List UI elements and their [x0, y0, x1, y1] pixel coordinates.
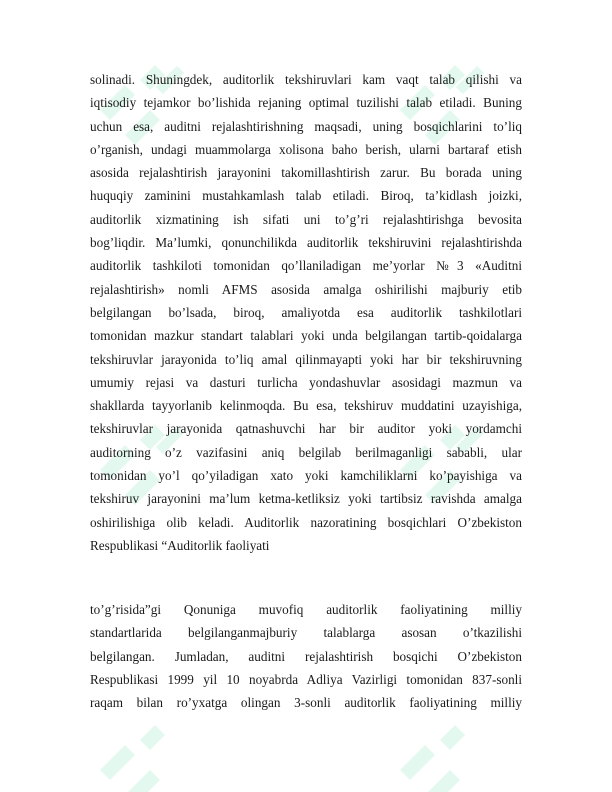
- text-line: auditorlik tashkiloti tomonidan qo’llaniladigan me’yorlar №3 «Auditni: [90, 258, 522, 274]
- text-line: huquqiy zaminini mustahkamlash talab etiladi. Biroq, ta’kidlash joizki,: [90, 188, 522, 204]
- text-line: iqtisodiy tejamkor bo’lishida rejaning optimal tuzilishi talab etiladi. Buning: [90, 95, 522, 111]
- text-line: standartlarida belgilanganmajburiy talablarga asosan o’tkazilishi: [90, 625, 522, 641]
- text-line: umumiy rejasi va dasturi turlicha yondashuvlar asosidagi mazmun va: [90, 374, 522, 390]
- text-line: o’rganish, undagi muammolarga xolisona baho berish, ularni bartaraf etish: [90, 141, 522, 157]
- paragraph-1: [90, 68, 522, 557]
- text-line: tekshiruv jarayonini ma’lum ketma-ketliksiz yoki tartibsiz ravishda amalga: [90, 491, 522, 507]
- text-line: to’g’risida”gi Qonuniga muvofiq auditorlik faoliyatining milliy: [90, 602, 522, 617]
- paragraph-2: [90, 598, 522, 714]
- text-line: tekshiruvlar jarayonida to’liq amal qilinmayapti yoki har bir tekshiruvning: [90, 351, 522, 367]
- text-line: tomonidan yo’l qo’yiladigan xato yoki kamchiliklarni ko’payishiga va: [90, 468, 522, 484]
- text-line: belgilangan. Jumladan, auditni rejalashtirish bosqichi O’zbekiston: [90, 648, 522, 664]
- text-line: shakllarda tayyorlanib kelinmoqda. Bu esa, tekshiruv muddatini uzayishiga,: [90, 398, 522, 414]
- text-line: auditorlik xizmatining ish sifati uni to’g’ri rejalashtirishga bevosita: [90, 211, 522, 227]
- text-line: bog’liqdir. Ma’lumki, qonunchilikda auditorlik tekshiruvini rejalashtirishda: [90, 235, 522, 251]
- text-line: rejalashtirish» nomli AFMS asosida amalga oshirilishi majburiy etib: [90, 281, 522, 297]
- text-line: asosida rejalashtirish jarayonini takomillashtirish zarur. Bu borada uning: [90, 165, 522, 181]
- text-line: tomonidan mazkur standart talablari yoki unda belgilangan tartib-qoidalarga: [90, 328, 522, 344]
- text-line: raqam bilan ro’yxatga olingan 3-sonli auditorlik faoliyatining milliy: [90, 695, 522, 711]
- text-line: uchun esa, auditni rejalashtirishning maqsadi, uning bosqichlarini to’liq: [90, 118, 522, 134]
- text-line: auditorning o’z vazifasini aniq belgilab berilmaganligi sababli, ular: [90, 444, 522, 460]
- text-line: belgilangan bo’lsada, biroq, amaliyotda esa auditorlik tashkilotlari: [90, 304, 522, 320]
- text-line: solinadi. Shuningdek, auditorlik tekshiruvlari kam vaqt talab qilishi va: [90, 72, 522, 87]
- text-line: oshirilishiga olib keladi. Auditorlik nazoratining bosqichlari O’zbekiston: [90, 514, 522, 530]
- text-line: Respublikasi “Auditorlik faoliyati: [90, 537, 270, 553]
- text-line: tekshiruvlar jarayonida qatnashuvchi har bir auditor yoki yordamchi: [90, 421, 522, 437]
- text-line: Respublikasi 1999 yil 10 noyabrda Adliya Vazirligi tomonidan 837-sonli: [90, 671, 522, 687]
